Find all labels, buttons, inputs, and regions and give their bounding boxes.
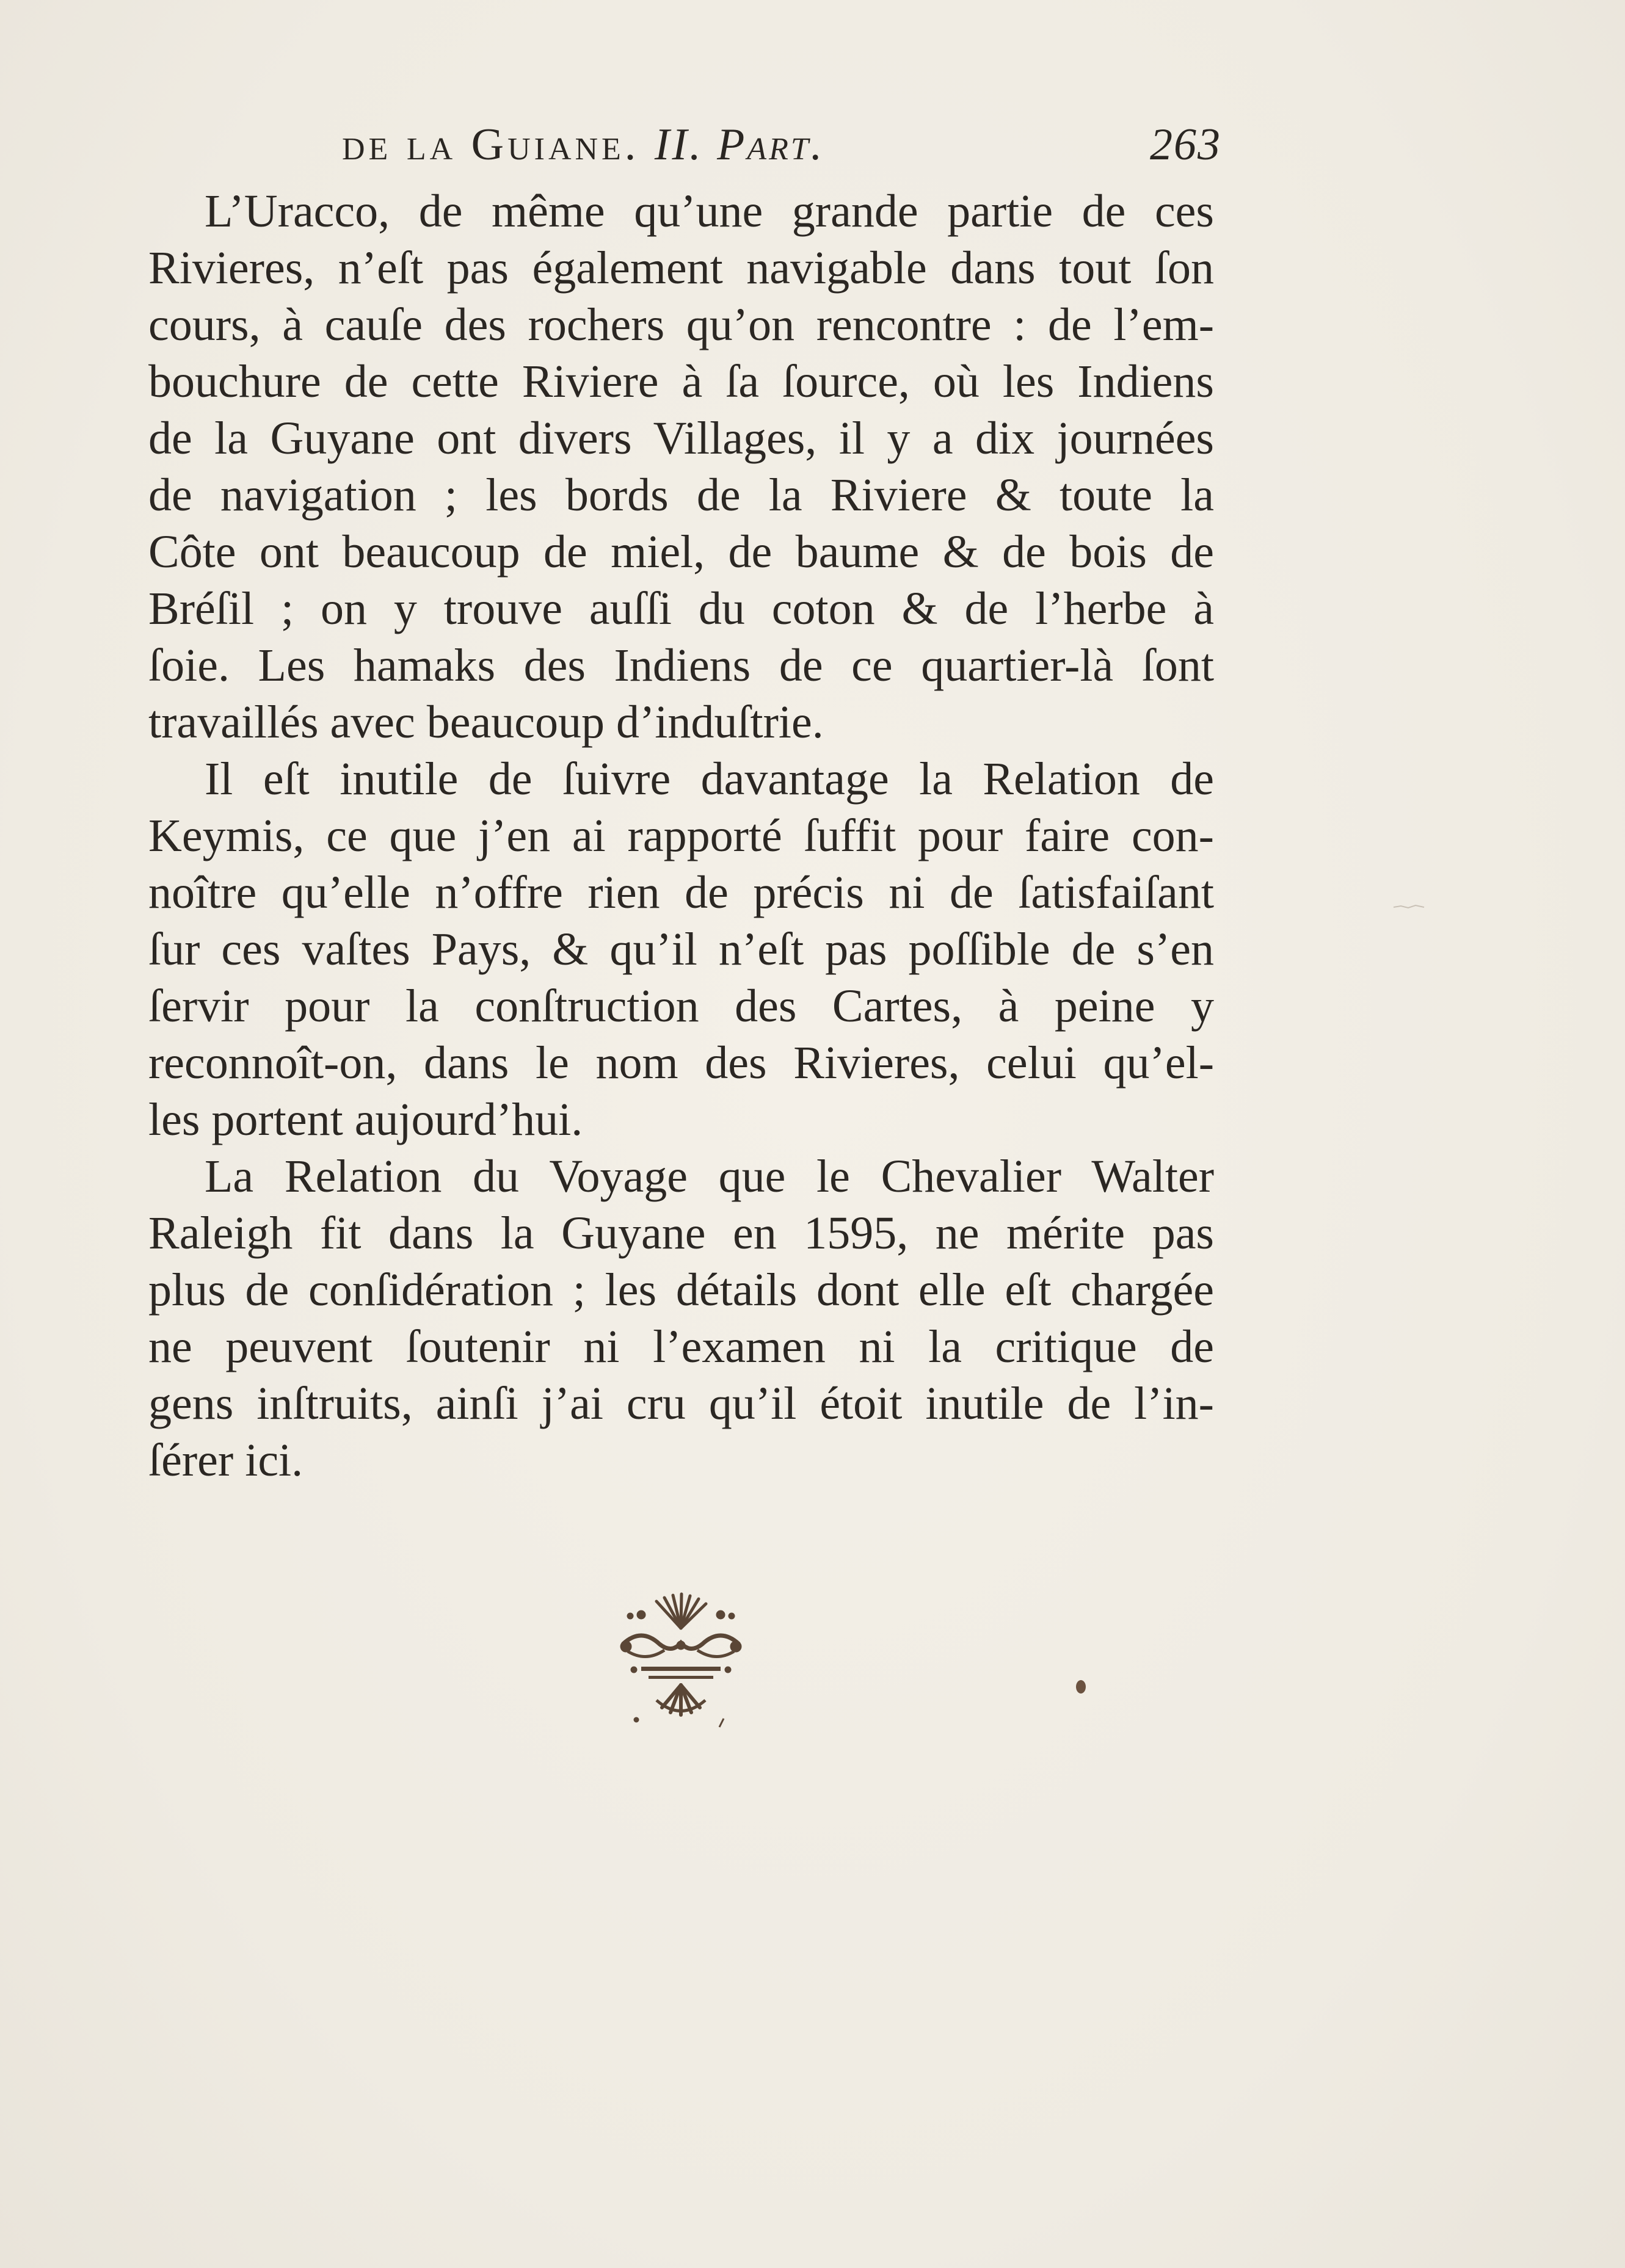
text-line: travaillés avec beaucoup d’induſtrie. [148,697,824,748]
running-title [342,119,824,171]
margin-pencil-mark [1392,904,1429,910]
text-line: La Relation du Voyage que le Chevalier Walter [205,1151,1214,1202]
text-line: reconnoît-on, dans le nom des Rivieres, celui qu’el- [148,1037,1214,1089]
text-line: ſur ces vaſtes Pays, & qu’il n’eſt pas poſſible de s’en [148,924,1214,975]
text-line: Bréſil ; on y trouve auſſi du coton & de l’herbe à [148,583,1214,634]
running-head [342,119,1221,180]
text-line: L’Uracco, de même qu’une grande partie de ces [205,186,1214,237]
text-line: ſérer ici. [148,1435,304,1486]
ink-spot [1076,1680,1086,1694]
page-number: 263 [1150,120,1221,170]
text-line: cours, à cauſe des rochers qu’on rencontre : de l’em- [148,299,1214,350]
text-line: bouchure de cette Riviere à ſa ſource, où les Indiens [148,356,1214,407]
text-line: Rivieres, n’eſt pas également navigable dans tout ſon [148,242,1214,294]
text-line: Keymis, ce que j’en ai rapporté ſuffit pour faire con- [148,810,1214,861]
text-line: les portent aujourd’hui. [148,1094,583,1145]
text-line: ſervir pour la conſtruction des Cartes, à peine y [148,980,1214,1032]
text-line: plus de conſidération ; les détails dont elle eſt chargée [148,1264,1214,1316]
text-line: Il eſt inutile de ſuivre davantage la Relation de [205,753,1214,805]
text-line: noître qu’elle n’offre rien de précis ni de ſatisfaiſant [148,867,1214,918]
text-line: ne peuvent ſoutenir ni l’examen ni la critique de [148,1321,1214,1372]
text-line: de navigation ; les bords de la Riviere & toute la [148,469,1214,521]
text-line: de la Guyane ont divers Villages, il y a dix journées [148,413,1214,464]
body-text [148,183,1214,1489]
floral-tailpiece-icon [598,1590,763,1737]
running-part: II. Part. [654,120,825,170]
text-line: gens inſtruits, ainſi j’ai cru qu’il étoit inutile de l’in- [148,1378,1214,1429]
running-title-text: de la Guiane. [342,120,640,170]
text-line: Raleigh fit dans la Guyane en 1595, ne mérite pas [148,1208,1214,1259]
text-line: Côte ont beaucoup de miel, de baume & de bois de [148,526,1214,578]
text-line: ſoie. Les hamaks des Indiens de ce quartier-là ſont [148,640,1214,691]
